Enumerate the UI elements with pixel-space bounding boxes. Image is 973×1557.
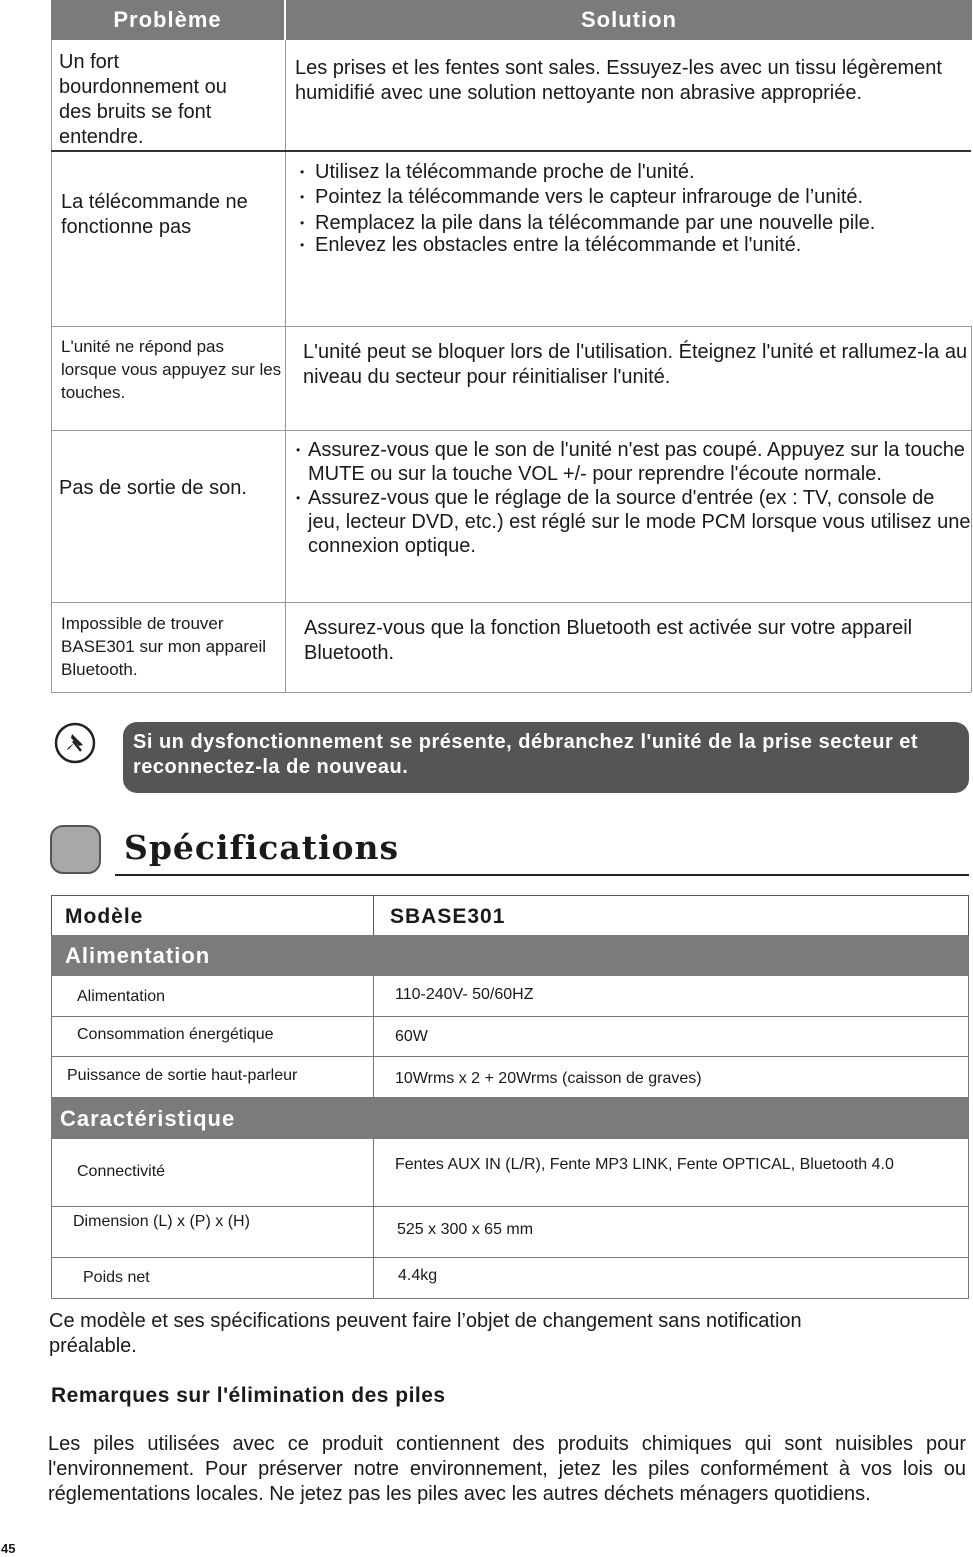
header-problem: Problème — [51, 0, 284, 40]
spec-row — [51, 1057, 969, 1098]
spec-row — [51, 1139, 969, 1207]
spec-value: 10Wrms x 2 + 20Wrms (caisson de graves) — [395, 1070, 702, 1087]
problem-text: Pas de sortie de son. — [59, 477, 247, 499]
spec-value: 60W — [395, 1028, 428, 1045]
spec-value: 110-240V- 50/60HZ — [395, 986, 534, 1003]
row-divider — [51, 602, 971, 603]
section-caracteristique: Caractéristique — [51, 1098, 969, 1139]
spec-key: Dimension (L) x (P) x (H) — [73, 1213, 250, 1230]
solution-list — [300, 160, 965, 256]
spec-row — [51, 1257, 969, 1299]
spec-row — [51, 1016, 969, 1057]
problem-text: Impossible de trouver BASE301 sur mon appareil Bluetooth. — [61, 614, 267, 679]
specs-disclaimer: Ce modèle et ses spécifications peuvent faire l’objet de changement sans notification préalable. — [49, 1310, 802, 1357]
spec-value: Fentes AUX IN (L/R), Fente MP3 LINK, Fente OPTICAL, Bluetooth 4.0 — [395, 1156, 894, 1173]
solution-item: • Utilisez la télécommande proche de l'unité. — [300, 160, 965, 185]
row-divider — [51, 692, 971, 693]
column-divider — [373, 896, 374, 936]
title-underline — [115, 874, 969, 876]
specs-title: Spécifications — [124, 828, 400, 867]
spec-key: Poids net — [83, 1269, 150, 1286]
solution-item: • Pointez la télécommande vers le capteur infrarouge de l’unité. — [300, 185, 965, 210]
column-divider — [285, 40, 286, 692]
row-divider — [51, 150, 971, 152]
problem-text: La télécommande ne fonctionne pas — [61, 191, 248, 238]
spec-key: Consommation énergétique — [77, 1026, 274, 1043]
model-label: Modèle — [65, 905, 144, 928]
section-marker-icon — [50, 825, 101, 874]
spec-value: 525 x 300 x 65 mm — [397, 1221, 534, 1238]
page-number: 45 — [1, 1541, 16, 1556]
spec-key: Alimentation — [77, 988, 166, 1005]
spec-row — [51, 976, 969, 1017]
note-box: Si un dysfonctionnement se présente, débranchez l'unité de la prise secteur et reconnectez-la de nouveau. — [123, 722, 969, 793]
model-row — [51, 895, 969, 936]
header-solution: Solution — [286, 0, 972, 40]
section-alimentation: Alimentation — [51, 935, 969, 976]
solution-item: • Assurez-vous que le son de l'unité n'est pas coupé. Appuyez sur la touche MUTE ou sur la touche VOL +/- pour reprendre l'écoute normale. — [296, 438, 972, 486]
solution-item: • Remplacez la pile dans la télécommande par une nouvelle pile. — [300, 212, 965, 234]
solution-text: Assurez-vous que la fonction Bluetooth est activée sur votre appareil Bluetooth. — [304, 617, 913, 664]
solution-text: Les prises et les fentes sont sales. Essuyez-les avec un tissu légèrement humidifié avec une solution nettoyante non abrasive appropriée. — [295, 57, 942, 104]
table-border — [51, 40, 52, 692]
problem-text: L'unité ne répond pas lorsque vous appuyez sur les touches. — [61, 337, 282, 402]
solution-list — [296, 438, 972, 558]
column-divider — [373, 1139, 374, 1299]
spec-key: Puissance de sortie haut-parleur — [67, 1067, 298, 1084]
solution-item: • Assurez-vous que le réglage de la source d'entrée (ex : TV, console de jeu, lecteur DVD, etc.) est réglé sur le mode PCM lorsque vous utilisez une connexion optique. — [296, 486, 972, 558]
model-value: SBASE301 — [390, 905, 506, 928]
spec-row — [51, 1207, 969, 1258]
spec-key: Connectivité — [77, 1163, 166, 1180]
solution-item: • Enlevez les obstacles entre la télécommande et l'unité. — [300, 234, 965, 256]
spec-value: 4.4kg — [398, 1267, 438, 1284]
column-divider — [373, 976, 374, 1098]
problem-text: Un fort bourdonnement ou des bruits se font entendre. — [59, 51, 227, 148]
solution-text: L'unité peut se bloquer lors de l'utilisation. Éteignez l'unité et rallumez-la au niveau du secteur pour réinitialiser l'unité. — [303, 341, 968, 388]
disposal-text: Les piles utilisées avec ce produit contiennent des produits chimiques qui sont nuisibles pour l'environnement. Pour préserver notre environnement, jetez les piles conformément à vos lois ou réglementations locales. Ne jetez pas les piles avec les autres déchets ménagers quotidiens. — [48, 1433, 966, 1505]
disposal-title: Remarques sur l'élimination des piles — [51, 1384, 446, 1407]
row-divider — [51, 430, 971, 431]
pushpin-icon — [53, 721, 97, 765]
row-divider — [51, 326, 971, 327]
